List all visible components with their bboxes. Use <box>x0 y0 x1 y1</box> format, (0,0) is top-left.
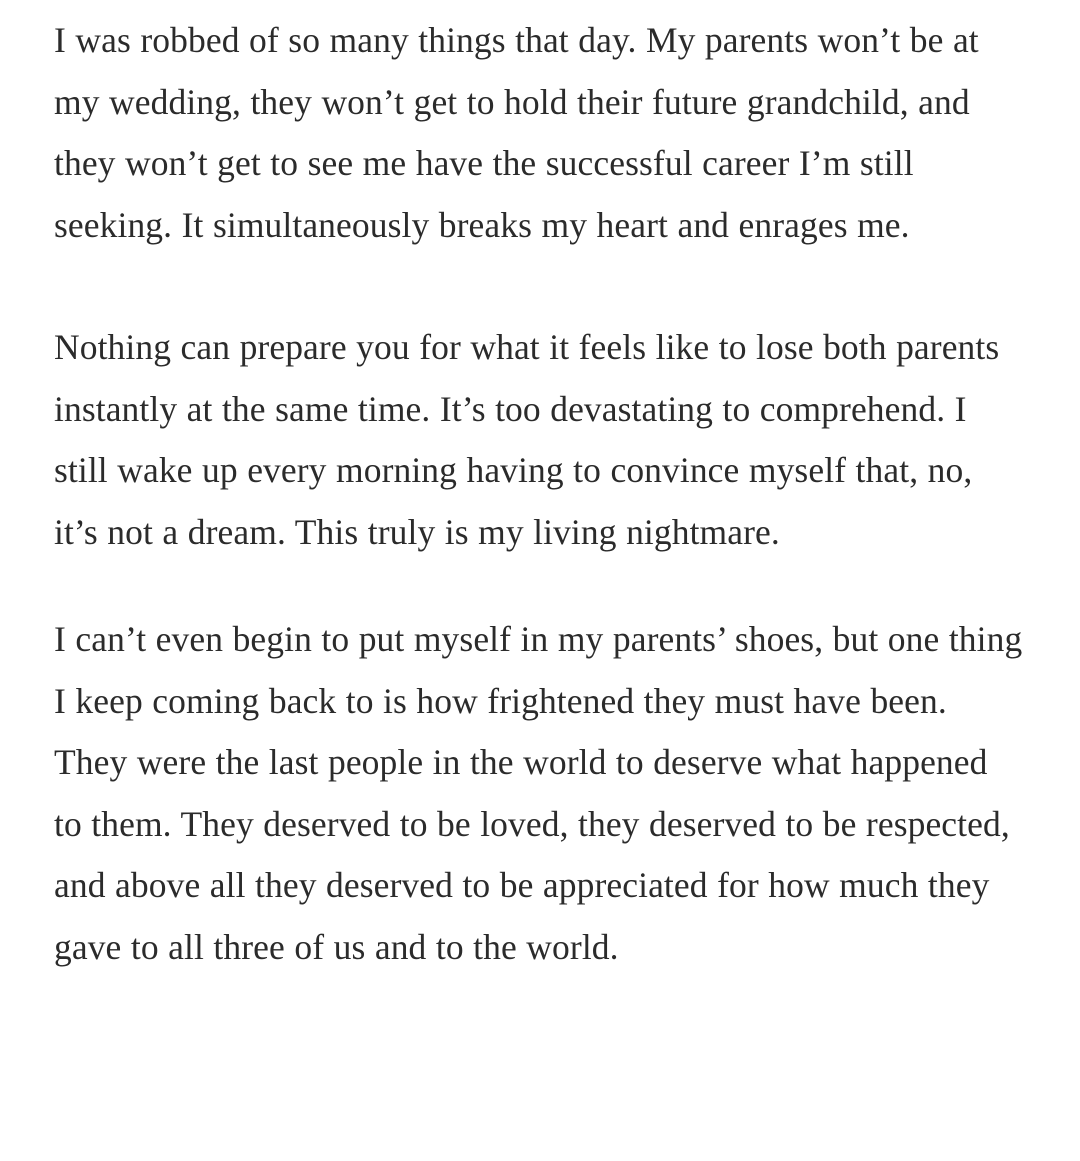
paragraph-2: Nothing can prepare you for what it feels like to lose both parents instantly at the same time. It’s too devastating to comprehend. I still wake up every morning having to convince myself that, no, it’s not a dream. This truly is my living nightmare. <box>54 327 1000 552</box>
paragraph-1: I was robbed of so many things that day. My parents won’t be at my wedding, they won’t get to hold their future grandchild, and they won’t get to see me have the successful career I’m still seeking. It simultaneously breaks my heart and enrages me. <box>54 20 979 245</box>
paragraph-3: I can’t even begin to put myself in my parents’ shoes, but one thing I keep coming back to is how frightened they must have been. They were the last people in the world to deserve what happened to them. They deserved to be loved, they deserved to be respected, and above all they deserved to be appreciated for how much they gave to all three of us and to the world. <box>54 619 1023 967</box>
